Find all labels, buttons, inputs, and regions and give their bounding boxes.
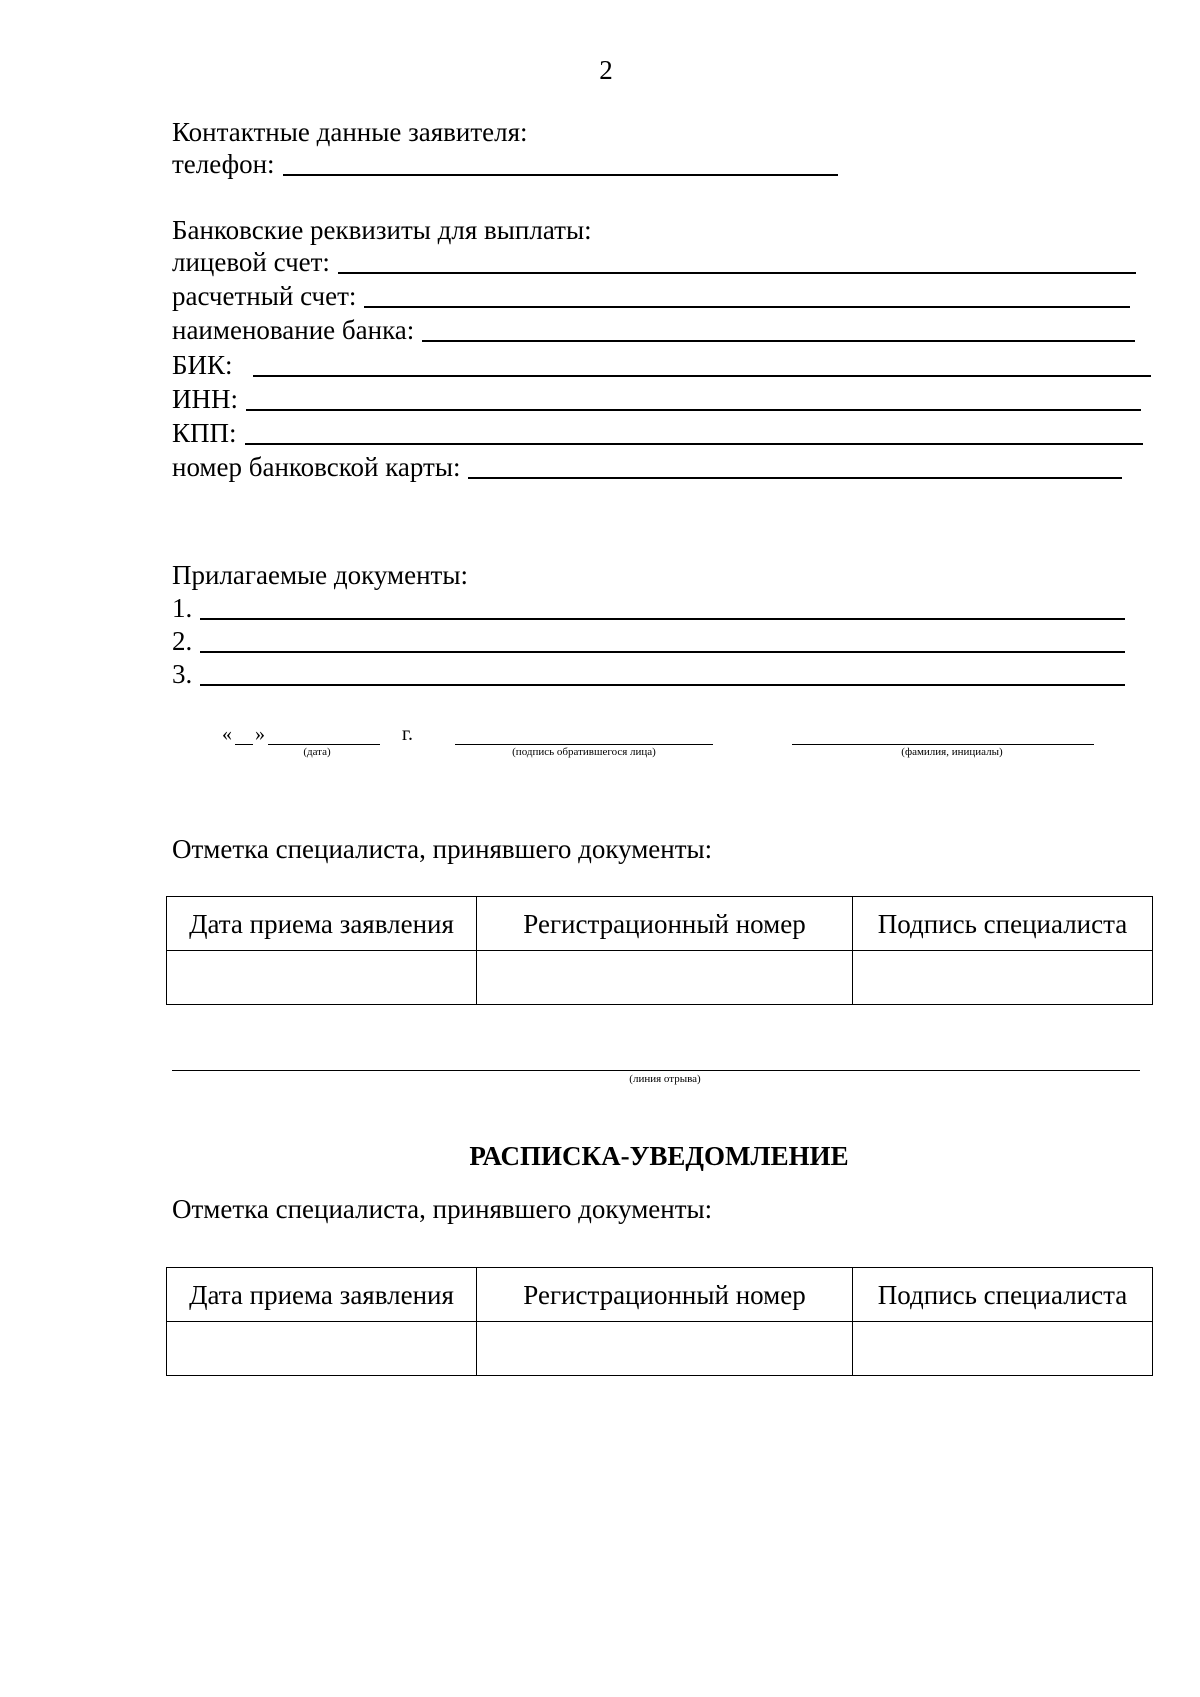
settlement-account-underline[interactable] xyxy=(364,306,1130,308)
attachment-underline-1[interactable] xyxy=(200,618,1125,620)
attachment-item-3[interactable] xyxy=(172,658,1172,690)
year-suffix: г. xyxy=(402,723,413,745)
personal-account-underline[interactable] xyxy=(338,272,1136,274)
bank-name-label: наименование банка: xyxy=(172,315,415,345)
receipt-column-header-reg-number: Регистрационный номер xyxy=(477,1268,853,1322)
day-underline[interactable] xyxy=(235,744,253,745)
card-number-field[interactable] xyxy=(172,451,1172,483)
specialist-table xyxy=(166,896,1153,1005)
tear-line-caption: (линия отрыва) xyxy=(629,1073,701,1085)
phone-label: телефон: xyxy=(172,149,275,179)
kpp-label: КПП: xyxy=(172,418,237,448)
column-header-date: Дата приема заявления xyxy=(167,897,477,951)
specialist-table-header-row xyxy=(167,897,1153,951)
attachment-item-2[interactable] xyxy=(172,625,1172,657)
date-signature-block xyxy=(222,720,422,760)
column-header-signature: Подпись специалиста xyxy=(853,897,1153,951)
receipt-table-header-row xyxy=(167,1268,1153,1322)
attachment-number-2: 2. xyxy=(172,626,193,656)
kpp-underline[interactable] xyxy=(245,443,1143,445)
settlement-account-label: расчетный счет: xyxy=(172,281,357,311)
personal-account-field[interactable] xyxy=(172,246,1172,278)
receipt-table-row xyxy=(167,1322,1153,1376)
receipt-table xyxy=(166,1267,1153,1376)
date-open-quote: « xyxy=(222,723,232,745)
attachment-number-1: 1. xyxy=(172,593,193,623)
contact-heading: Контактные данные заявителя: xyxy=(172,117,528,147)
phone-underline[interactable] xyxy=(283,174,838,176)
applicant-signature-block xyxy=(455,720,715,760)
bik-label: БИК: xyxy=(172,350,233,380)
personal-account-label: лицевой счет: xyxy=(172,247,330,277)
attachment-underline-3[interactable] xyxy=(200,684,1125,686)
bik-underline[interactable] xyxy=(253,375,1151,377)
applicant-signature-caption: (подпись обратившегося лица) xyxy=(512,746,656,758)
bank-heading: Банковские реквизиты для выплаты: xyxy=(172,215,592,245)
receipt-heading: Отметка специалиста, принявшего документы: xyxy=(172,1194,713,1224)
column-header-reg-number: Регистрационный номер xyxy=(477,897,853,951)
receipt-cell-reg-number[interactable] xyxy=(477,1322,853,1376)
cell-date[interactable] xyxy=(167,951,477,1005)
month-underline[interactable] xyxy=(268,744,380,745)
receipt-column-header-signature: Подпись специалиста xyxy=(853,1268,1153,1322)
receipt-title: РАСПИСКА-УВЕДОМЛЕНИЕ xyxy=(469,1141,849,1171)
kpp-field[interactable] xyxy=(172,417,1172,449)
specialist-table-row xyxy=(167,951,1153,1005)
bank-name-field[interactable] xyxy=(172,314,1172,346)
date-close-quote: » xyxy=(255,723,265,745)
date-caption: (дата) xyxy=(303,746,331,758)
receipt-column-header-date: Дата приема заявления xyxy=(167,1268,477,1322)
specialist-heading: Отметка специалиста, принявшего документы: xyxy=(172,834,713,864)
receipt-cell-signature[interactable] xyxy=(853,1322,1153,1376)
inn-label: ИНН: xyxy=(172,384,238,414)
cell-reg-number[interactable] xyxy=(477,951,853,1005)
cell-signature[interactable] xyxy=(853,951,1153,1005)
phone-field[interactable] xyxy=(172,148,1172,180)
receipt-cell-date[interactable] xyxy=(167,1322,477,1376)
tear-line xyxy=(172,1070,1140,1071)
attachment-number-3: 3. xyxy=(172,659,193,689)
applicant-signature-underline[interactable] xyxy=(455,744,713,745)
inn-field[interactable] xyxy=(172,383,1172,415)
settlement-account-field[interactable] xyxy=(172,280,1172,312)
attachments-heading: Прилагаемые документы: xyxy=(172,560,468,590)
applicant-name-caption: (фамилия, инициалы) xyxy=(901,746,1003,758)
bik-field[interactable] xyxy=(172,349,1172,381)
applicant-name-block xyxy=(792,720,1092,760)
applicant-name-underline[interactable] xyxy=(792,744,1094,745)
card-number-label: номер банковской карты: xyxy=(172,452,461,482)
attachment-item-1[interactable] xyxy=(172,592,1172,624)
attachment-underline-2[interactable] xyxy=(200,651,1125,653)
page-number: 2 xyxy=(599,55,613,85)
inn-underline[interactable] xyxy=(246,409,1141,411)
bank-name-underline[interactable] xyxy=(422,340,1135,342)
card-number-underline[interactable] xyxy=(468,477,1122,479)
